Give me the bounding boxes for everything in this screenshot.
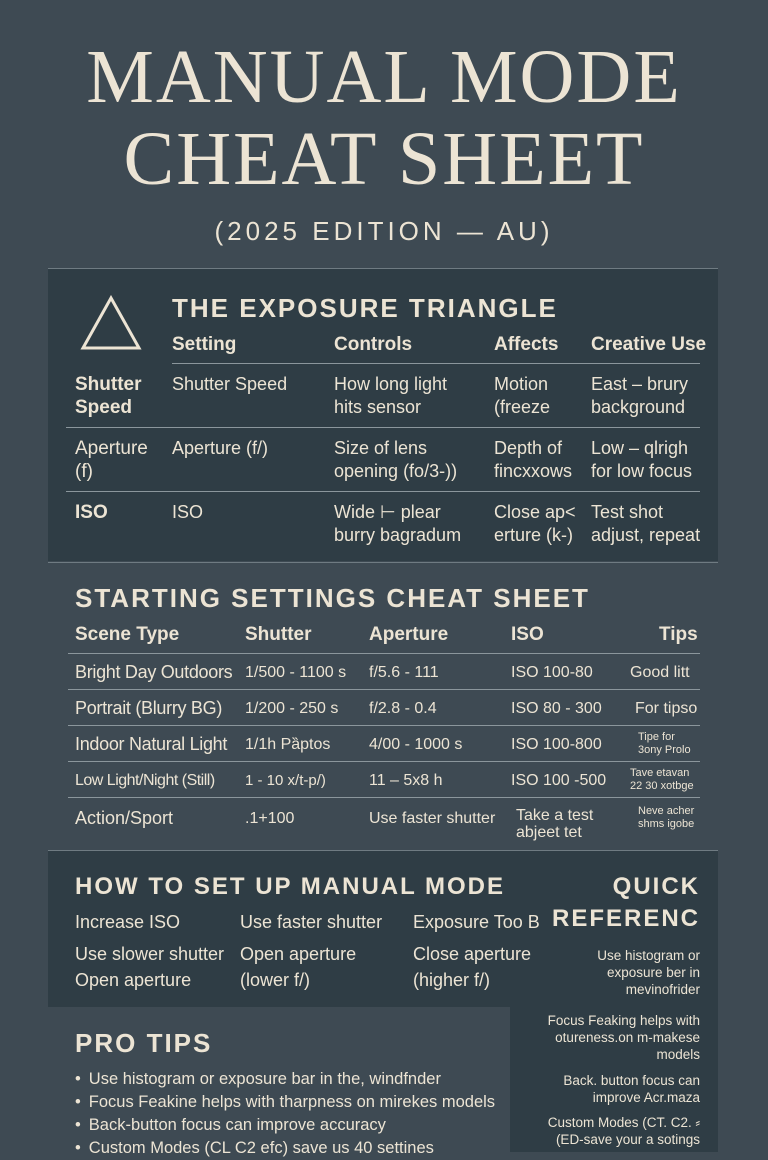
divider	[68, 653, 700, 654]
cell-aperture: 11 – 5x8 h	[369, 772, 443, 789]
sidebar-note: Custom Modes (CT. C2. ⸗ (ED-save your a sotings	[547, 1115, 700, 1147]
row-label-iso: ISO	[75, 502, 108, 523]
quick-reference-heading-1: QUICK	[612, 873, 700, 900]
cell-setting: Shutter Speed	[172, 374, 288, 394]
cell-shutter: 1/200 - 250 s	[245, 700, 339, 717]
sidebar-notes	[510, 1006, 718, 1152]
exposure-triangle-heading: THE EXPOSURE TRIANGLE	[172, 293, 558, 323]
cell-scene: Portrait (Blurry BG)	[75, 698, 223, 718]
cell-creative: Low – qlrigh for low focus	[591, 438, 693, 481]
cell-iso: Take a test abjeet tet	[516, 807, 594, 841]
starting-settings-table	[48, 563, 718, 849]
page-subtitle: (2025 EDITION — AU)	[214, 216, 554, 246]
how-to-item: Increase ISO	[75, 912, 181, 932]
exposure-triangle-panel	[48, 268, 718, 561]
title-block	[0, 36, 768, 247]
col-header-aperture: Aperture	[369, 624, 449, 645]
col-header-tips: Tips	[659, 624, 698, 645]
cell-shutter: 1/500 - 1100 s	[245, 664, 347, 681]
how-to-item: Use faster shutter	[240, 912, 383, 932]
how-to-item: (higher f/)	[413, 970, 491, 990]
cell-controls: Size of lens opening (fo/3-))	[334, 438, 458, 481]
cell-iso: ISO 100-80	[511, 664, 593, 681]
exposure-triangle-table	[48, 269, 718, 561]
starting-settings-heading: STARTING SETTINGS CHEAT SHEET	[75, 583, 590, 613]
cell-tips: Good litt	[630, 664, 690, 681]
how-to-item: Open aperture	[240, 944, 357, 964]
list-item: • Back-button focus can improve accuracy	[75, 1114, 495, 1137]
cell-creative: Test shot adjust, repeat	[591, 502, 701, 545]
divider	[172, 363, 700, 364]
page-title-line1: MANUAL MODE	[86, 35, 682, 119]
cell-tips: Tave etavan 22 30 xotbge	[630, 767, 694, 792]
cell-iso: ISO 80 - 300	[511, 700, 602, 717]
pro-tips-heading: PRO TIPS	[75, 1028, 213, 1058]
col-header-shutter: Shutter	[245, 624, 312, 645]
col-header-setting: Setting	[172, 334, 237, 355]
cell-shutter: 1 - 10 x/t-p/)	[245, 772, 326, 789]
cell-scene: Action/Sport	[75, 808, 174, 828]
starting-settings-section	[48, 562, 718, 849]
cell-scene: Bright Day Outdoors	[75, 662, 233, 682]
cell-aperture: 4/00 - 1000 s	[369, 736, 463, 753]
col-header-controls: Controls	[334, 334, 413, 355]
how-to-item: Close aperture	[413, 944, 532, 964]
cell-shutter: 1/1h Pȁptos	[245, 736, 331, 753]
cell-creative: East – brury background	[591, 374, 689, 417]
divider	[68, 725, 700, 726]
cell-setting: ISO	[172, 502, 204, 522]
divider	[68, 797, 700, 798]
cell-scene: Low Light/Night (Still)	[75, 772, 215, 789]
pro-tips-list	[75, 1068, 495, 1160]
sidebar-note: Back. button focus can improve Acr.maza	[563, 1073, 700, 1105]
list-item: • Custom Modes (CL C2 efc) save us 40 settines	[75, 1137, 495, 1160]
page-title-line2: CHEAT SHEET	[123, 117, 645, 201]
cell-affects: Depth of fincxxows	[494, 438, 573, 481]
how-to-item: (lower f/)	[240, 970, 311, 990]
cell-controls: Wide ⊢ plear burry bagradum	[334, 502, 462, 545]
col-header-iso: ISO	[511, 624, 544, 645]
col-header-affects: Affects	[494, 334, 559, 355]
cell-scene: Indoor Natural Light	[75, 734, 228, 754]
how-to-item: Use slower shutter	[75, 944, 225, 964]
col-header-scene: Scene Type	[75, 624, 180, 645]
cell-aperture: Use faster shutter	[369, 810, 496, 827]
list-item: • Use histogram or exposure bar in the, windfnder	[75, 1068, 495, 1091]
cell-iso: ISO 100-800	[511, 736, 602, 753]
row-label-aperture: Aperture (f)	[75, 438, 148, 482]
cell-affects: Motion (freeze	[494, 374, 551, 417]
cell-aperture: f/2.8 - 0.4	[369, 700, 437, 717]
divider	[66, 427, 700, 428]
how-to-panel	[48, 850, 718, 1007]
list-item: • Focus Feakine helps with tharpness on mirekes models	[75, 1091, 495, 1114]
sidebar-note: Focus Feaking helps with otureness.on m-makese models	[547, 1013, 700, 1062]
cell-affects: Close ap< erture (k-)	[494, 502, 576, 545]
how-to-item: Open aperture	[75, 970, 192, 990]
cell-iso: ISO 100 -500	[511, 772, 607, 789]
divider	[68, 761, 700, 762]
quick-reference-heading-2: REFERENC	[551, 905, 700, 932]
how-to-item: Exposure Too B	[413, 912, 540, 932]
cell-setting: Aperture (f/)	[172, 438, 269, 458]
divider	[66, 491, 700, 492]
cell-tips: Neve acher shms igobe	[638, 805, 695, 830]
cell-shutter: .1+100	[245, 810, 295, 827]
cell-controls: How long light hits sensor	[334, 374, 448, 417]
row-label-shutter: Shutter Speed	[75, 374, 142, 418]
quick-reference-note: Use histogram or exposure ber in mevinofrider	[597, 948, 700, 997]
cell-tips: Tipe for 3ony Prolo	[638, 731, 691, 756]
divider	[68, 689, 700, 690]
col-header-creative: Creative Use	[591, 334, 707, 355]
cell-aperture: f/5.6 - 111	[369, 664, 439, 681]
how-to-heading: HOW TO SET UP MANUAL MODE	[75, 873, 506, 900]
cell-tips: For tipso	[635, 700, 698, 717]
